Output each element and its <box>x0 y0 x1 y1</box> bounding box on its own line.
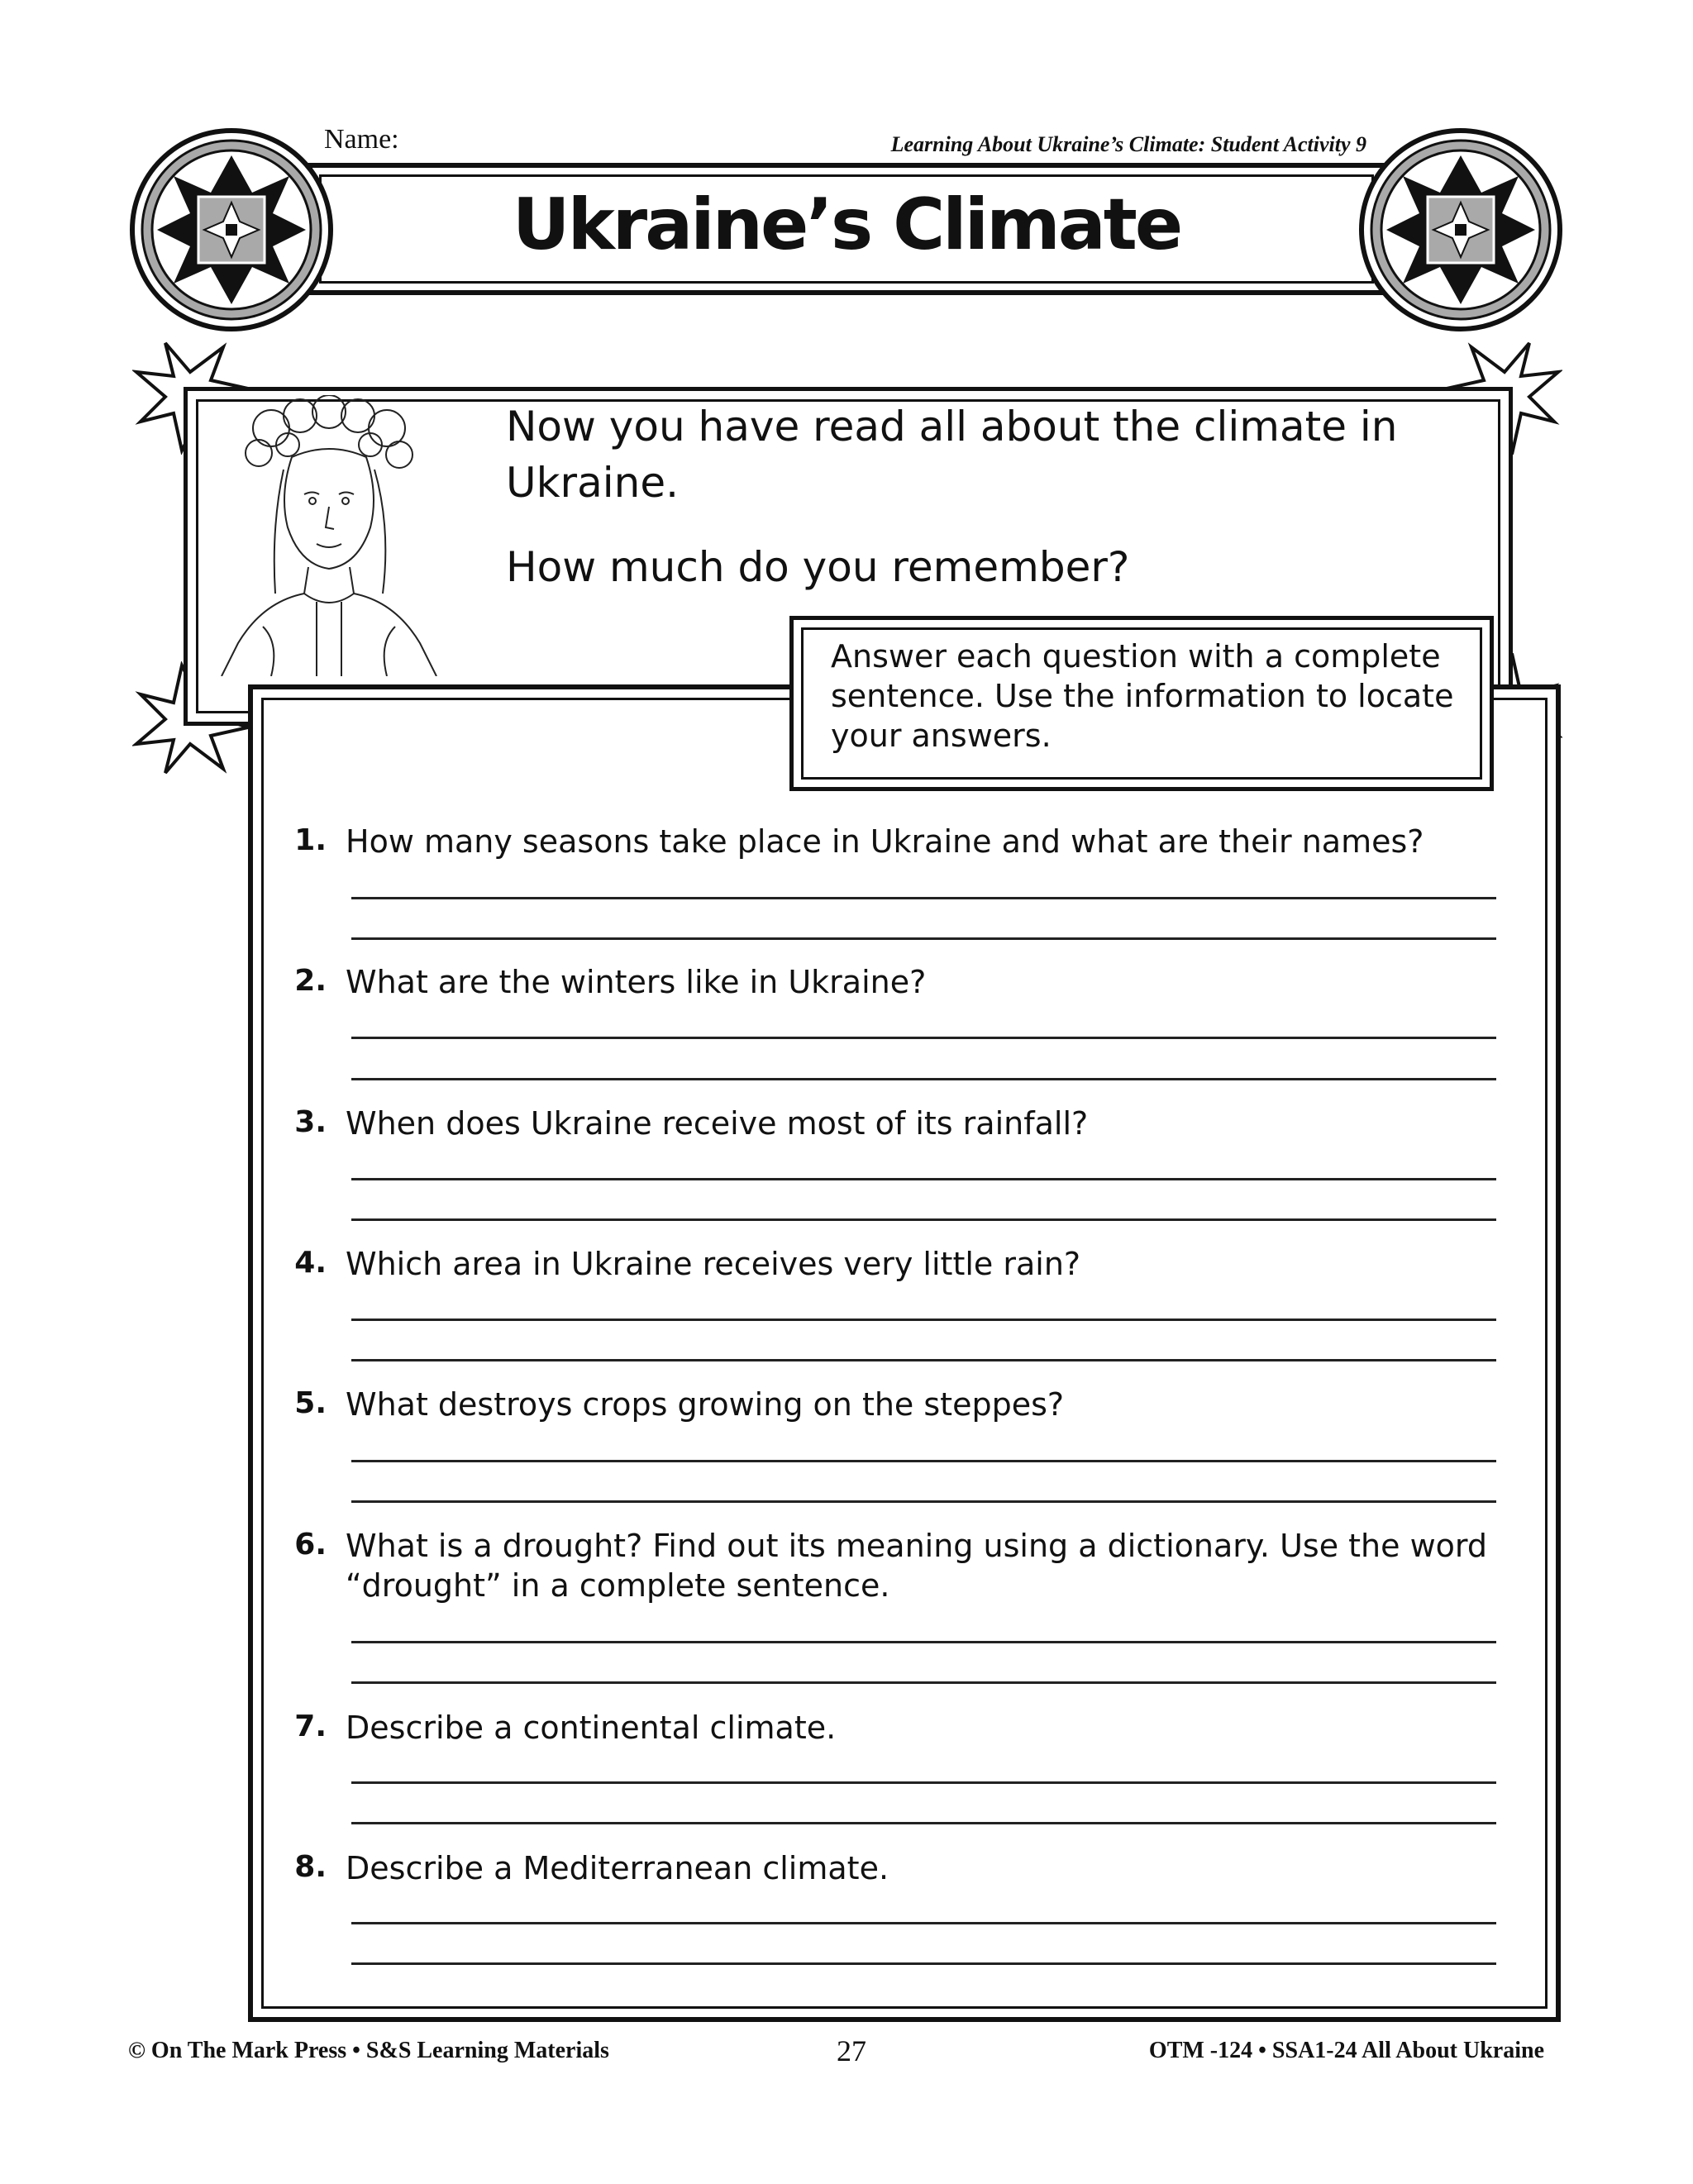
answer-line[interactable] <box>351 1641 1496 1643</box>
question-number: 7. <box>294 1710 327 1743</box>
intro-line-2: Ukraine. <box>506 459 679 507</box>
answer-line[interactable] <box>351 1822 1496 1824</box>
intro-question: How much do you remember? <box>506 543 1130 591</box>
left-star-medallion-icon <box>128 126 335 333</box>
question-text: How many seasons take place in Ukraine and what are their names? <box>346 823 1424 860</box>
name-label: Name: <box>324 124 399 155</box>
question-text: When does Ukraine receive most of its rainfall? <box>346 1105 1089 1142</box>
instructions-line-1: Answer each question with a complete <box>831 638 1441 675</box>
right-star-medallion-icon <box>1357 126 1564 333</box>
answer-line[interactable] <box>351 1681 1496 1684</box>
answer-line[interactable] <box>351 1962 1496 1965</box>
question-text: Describe a Mediterranean climate. <box>346 1850 889 1886</box>
answer-line[interactable] <box>351 1037 1496 1039</box>
answer-line[interactable] <box>351 1319 1496 1321</box>
question-number: 8. <box>294 1850 327 1884</box>
answer-line[interactable] <box>351 1781 1496 1784</box>
question-number: 6. <box>294 1528 327 1562</box>
question-number: 3. <box>294 1105 327 1139</box>
question-number: 4. <box>294 1246 327 1280</box>
question-text: What are the winters like in Ukraine? <box>346 964 927 1000</box>
instructions-line-2: sentence. Use the information to locate <box>831 678 1454 714</box>
footer-copyright: © On The Mark Press • S&S Learning Materials <box>128 2038 609 2063</box>
activity-label: Learning About Ukraine’s Climate: Student Activity 9 <box>890 132 1366 156</box>
question-text: Describe a continental climate. <box>346 1710 837 1746</box>
answer-line[interactable] <box>351 937 1496 940</box>
question-text: What destroys crops growing on the steppes? <box>346 1386 1065 1423</box>
footer-product-code: OTM -124 • SSA1-24 All About Ukraine <box>1148 2038 1544 2063</box>
question-text: What is a drought? Find out its meaning using a dictionary. Use the word <box>346 1528 1488 1564</box>
answer-line[interactable] <box>351 1359 1496 1361</box>
question-text: Which area in Ukraine receives very little rain? <box>346 1246 1081 1282</box>
answer-line[interactable] <box>351 1460 1496 1462</box>
question-text-continued: “drought” in a complete sentence. <box>346 1567 890 1604</box>
answer-line[interactable] <box>351 897 1496 899</box>
instructions-line-3: your answers. <box>831 718 1052 754</box>
answer-line[interactable] <box>351 1218 1496 1221</box>
answer-line[interactable] <box>351 1922 1496 1924</box>
intro-line-1: Now you have read all about the climate in <box>506 403 1398 451</box>
question-number: 2. <box>294 964 327 998</box>
page-title: Ukraine’s Climate <box>512 184 1181 266</box>
ukrainian-girl-portrait-icon <box>213 395 445 676</box>
question-number: 1. <box>294 823 327 857</box>
answer-line[interactable] <box>351 1178 1496 1180</box>
question-number: 5. <box>294 1386 327 1420</box>
instructions-text <box>831 637 1476 756</box>
page-number: 27 <box>837 2034 866 2067</box>
answer-line[interactable] <box>351 1078 1496 1080</box>
answer-line[interactable] <box>351 1500 1496 1503</box>
